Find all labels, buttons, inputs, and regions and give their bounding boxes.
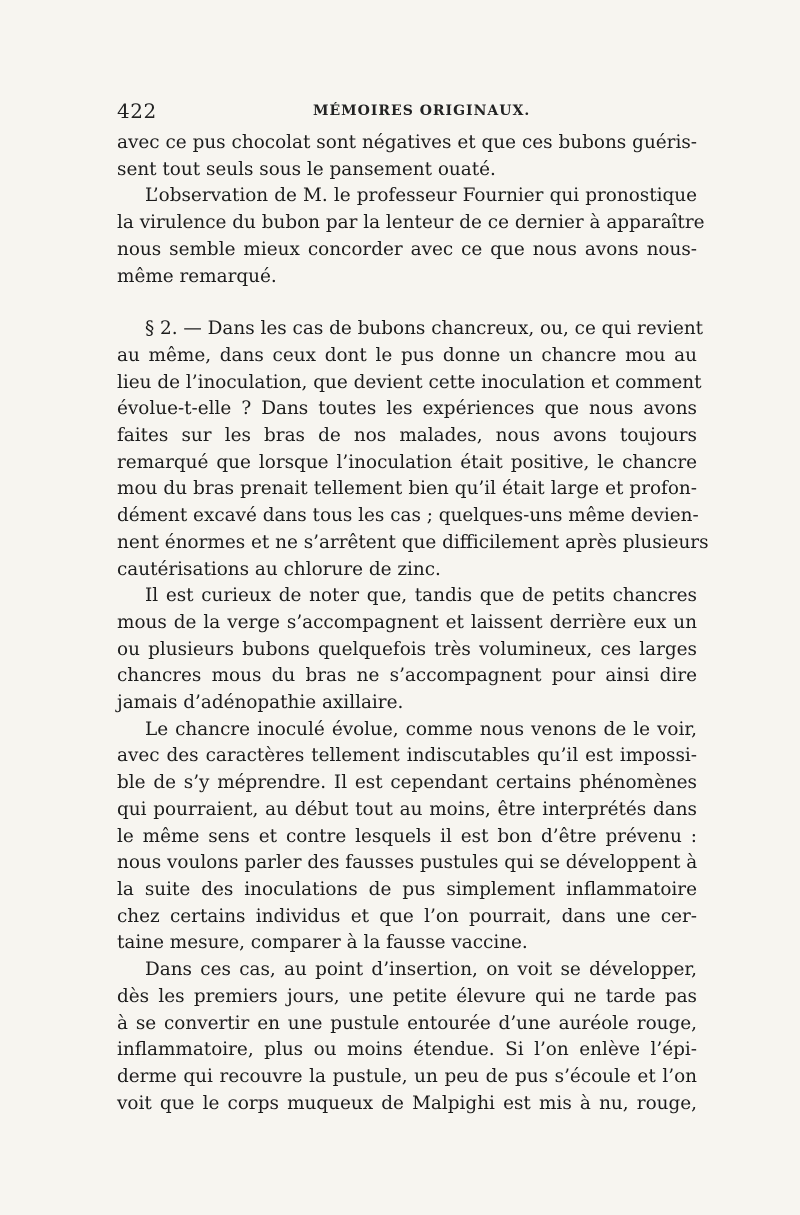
paragraph bbox=[117, 130, 697, 183]
running-head: MÉMOIRES ORIGINAUX. bbox=[313, 103, 531, 119]
paragraph bbox=[117, 583, 697, 717]
text-line: taine mesure, comparer à la fausse vaccine. bbox=[117, 932, 528, 954]
text-line: voit que le corps muqueux de Malpighi est mis à nu, rouge, bbox=[117, 1092, 697, 1114]
text-line: mous de la verge s’accompagnent et laissent derrière eux un bbox=[117, 611, 697, 633]
text-line: Il est curieux de noter que, tandis que de petits chancres bbox=[145, 585, 697, 607]
text-line: L’observation de M. le professeur Fournier qui pronostique bbox=[145, 185, 697, 207]
paragraph bbox=[117, 316, 709, 583]
text-line: sent tout seuls sous le pansement ouaté. bbox=[117, 158, 496, 180]
text-line: qui pourraient, au début tout au moins, être interprétés dans bbox=[117, 798, 697, 820]
text-line: la suite des inoculations de pus simplement inflammatoire bbox=[117, 878, 697, 900]
text-line: évolue-t-elle ? Dans toutes les expériences que nous avons bbox=[117, 398, 697, 420]
text-line: cautérisations au chlorure de zinc. bbox=[117, 558, 441, 580]
text-line: nous semble mieux concorder avec ce que nous avons nous- bbox=[117, 238, 697, 260]
text-line: même remarqué. bbox=[117, 265, 277, 287]
text-line: la virulence du bubon par la lenteur de ce dernier à apparaître bbox=[117, 212, 705, 234]
text-line: chancres mous du bras ne s’accompagnent pour ainsi dire bbox=[117, 665, 697, 687]
text-line: derme qui recouvre la pustule, un peu de pus s’écoule et l’on bbox=[117, 1065, 697, 1087]
text-line: au même, dans ceux dont le pus donne un chancre mou au bbox=[117, 344, 697, 366]
text-line: dès les premiers jours, une petite élevure qui ne tarde pas bbox=[117, 985, 697, 1007]
text-line: faites sur les bras de nos malades, nous avons toujours bbox=[117, 425, 697, 447]
text-line: Le chancre inoculé évolue, comme nous venons de le voir, bbox=[145, 718, 697, 740]
text-line: nous voulons parler des fausses pustules qui se développent à bbox=[117, 852, 698, 874]
text-line: Dans ces cas, au point d’insertion, on voit se développer, bbox=[145, 959, 697, 981]
page-number: 422 bbox=[117, 99, 157, 123]
text-line: inflammatoire, plus ou moins étendue. Si l’on enlève l’épi- bbox=[117, 1039, 697, 1061]
text-line: lieu de l’inoculation, que devient cette inoculation et comment bbox=[117, 371, 702, 393]
text-line: § 2. — Dans les cas de bubons chancreux, ou, ce qui revient bbox=[145, 318, 704, 340]
text-line: avec ce pus chocolat sont négatives et que ces bubons guéris- bbox=[117, 132, 697, 153]
body-text bbox=[117, 130, 709, 1117]
text-line: à se convertir en une pustule entourée d’une auréole rouge, bbox=[117, 1012, 697, 1034]
paragraph bbox=[117, 183, 705, 290]
text-line: ble de s’y méprendre. Il est cependant certains phénomènes bbox=[117, 772, 697, 794]
section-gap bbox=[117, 290, 697, 316]
page-header bbox=[117, 99, 697, 123]
text-line: remarqué que lorsque l’inoculation était positive, le chancre bbox=[117, 451, 697, 473]
text-line: jamais d’adénopathie axillaire. bbox=[117, 692, 404, 714]
text-line: avec des caractères tellement indiscutables qu’il est impossi- bbox=[117, 745, 697, 767]
text-line: chez certains individus et que l’on pourrait, dans une cer- bbox=[117, 905, 697, 927]
paragraph bbox=[117, 957, 697, 1117]
text-line: ou plusieurs bubons quelquefois très volumineux, ces larges bbox=[117, 638, 697, 660]
text-line: dément excavé dans tous les cas ; quelques-uns même devien- bbox=[117, 505, 699, 527]
paragraph bbox=[117, 717, 697, 957]
text-line: nent énormes et ne s’arrêtent que difficilement après plusieurs bbox=[117, 531, 709, 553]
text-line: le même sens et contre lesquels il est bon d’être prévenu : bbox=[117, 825, 697, 847]
text-line: mou du bras prenait tellement bien qu’il était large et profon- bbox=[117, 478, 697, 500]
